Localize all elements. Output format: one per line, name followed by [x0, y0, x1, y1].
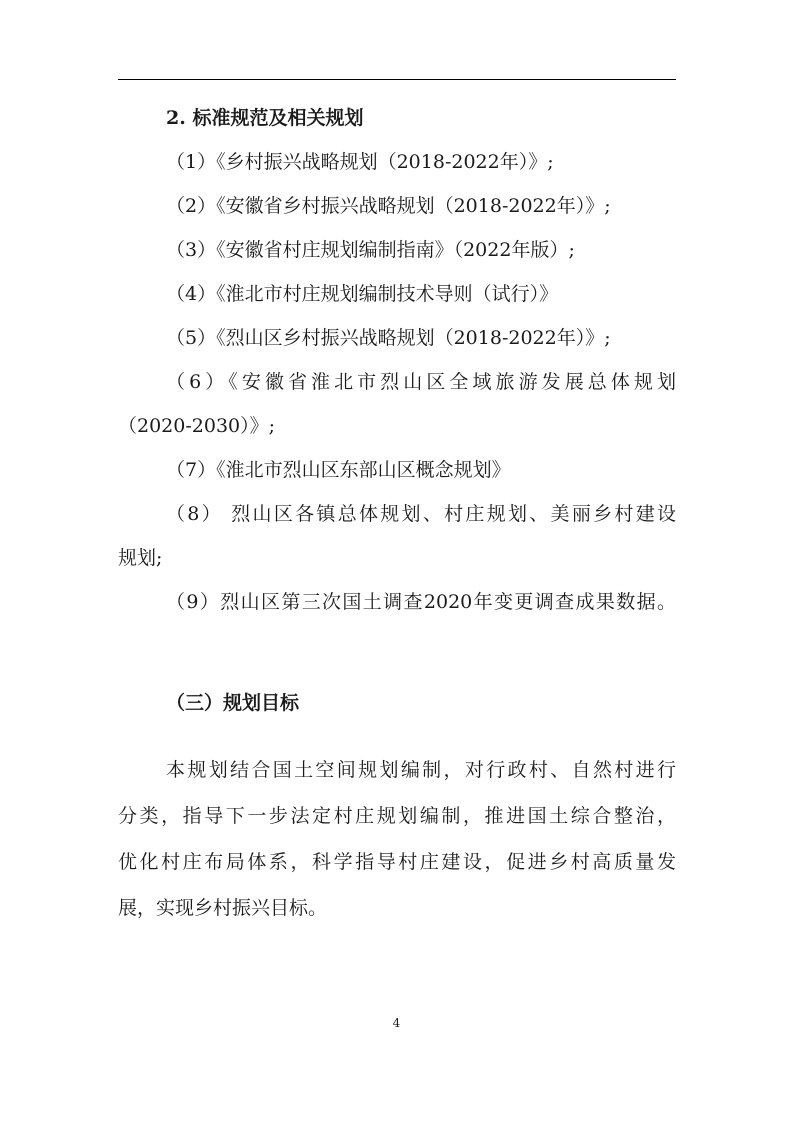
- reference-item-9: （9）烈山区第三次国土调查2020年变更调查成果数据。: [166, 591, 676, 613]
- reference-item-6-line-1: （6）《安徽省淮北市烈山区全域旅游发展总体规划: [166, 371, 676, 393]
- reference-item-5: （5）《烈山区乡村振兴战略规划（2018-2022年）》;: [166, 327, 611, 349]
- goals-paragraph-line-1: 本规划结合国土空间规划编制，对行政村、自然村进行: [166, 759, 676, 781]
- reference-item-6-line-2: （2020-2030）》;: [118, 415, 276, 437]
- reference-item-3: （3）《安徽省村庄规划编制指南》（2022年版）;: [166, 239, 575, 261]
- reference-item-2: （2）《安徽省乡村振兴战略规划（2018-2022年）》;: [166, 195, 611, 217]
- goals-paragraph-line-4: 展，实现乡村振兴目标。: [118, 897, 328, 919]
- reference-item-7: （7）《淮北市烈山区东部山区概念规划》: [166, 459, 511, 481]
- reference-item-1: （1）《乡村振兴战略规划（2018-2022年）》;: [166, 151, 554, 173]
- section-heading: 2. 标准规范及相关规划: [166, 107, 364, 129]
- reference-item-8-line-1: （8） 烈山区各镇总体规划、村庄规划、美丽乡村建设: [166, 503, 676, 525]
- page-number: 4: [392, 1016, 401, 1030]
- goals-paragraph-line-2: 分类，指导下一步法定村庄规划编制，推进国土综合整治，: [118, 805, 676, 827]
- goals-heading: （三）规划目标: [166, 692, 300, 714]
- header-rule: [118, 79, 676, 80]
- goals-paragraph-line-3: 优化村庄布局体系，科学指导村庄建设，促进乡村高质量发: [118, 851, 676, 873]
- reference-item-8-line-2: 规划;: [118, 547, 163, 569]
- reference-item-4: （4）《淮北市村庄规划编制技术导则（试行）》: [166, 283, 559, 305]
